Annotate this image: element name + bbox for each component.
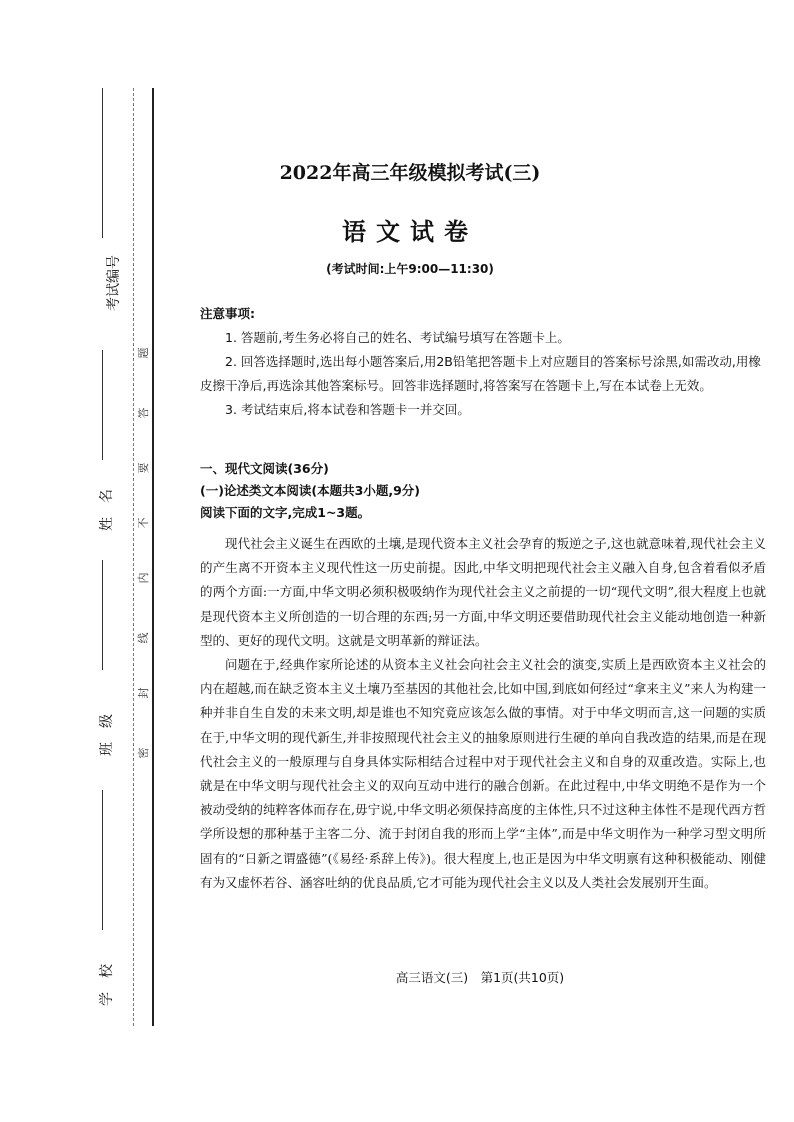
notes-block: [200, 302, 768, 422]
seal-char: 线: [137, 632, 150, 644]
exam-number-field[interactable]: [75, 88, 122, 311]
section-heading-block: [200, 458, 768, 524]
part-title: 一、现代文阅读(36分): [200, 461, 329, 476]
exam-number-label: 考试编号: [106, 255, 122, 311]
seal-dashed-line: [133, 88, 134, 1026]
reading-passage: [200, 532, 766, 895]
note-item: 3. 考试结束后,将本试卷和答题卡一并交回。: [225, 402, 470, 417]
binding-line: [152, 88, 154, 1026]
school-field[interactable]: [75, 790, 115, 1010]
note-item: 1. 答题前,考生务必将自己的姓名、考试编号填写在答题卡上。: [225, 330, 570, 345]
class-field[interactable]: [75, 560, 115, 780]
seal-char: 密: [137, 747, 150, 759]
name-field[interactable]: [75, 350, 115, 570]
seal-char: 不: [137, 517, 150, 529]
exam-time: (考试时间:上午9:00—11:30): [326, 262, 494, 276]
passage-paragraph: 现代社会主义诞生在西欧的土壤,是现代资本主义社会孕育的叛逆之子,这也就意味着,现代社会主义的产生离不开资本主义现代性这一历史前提。因此,中华文明把现代社会主义融入自身,包含着看似矛盾的两个方面:一方面,中华文明必须积极吸纳作为现代社会主义之前提的一切“现代文明”,很大程度上也就是现代资本主义所创造的一切合理的东西;另一方面,中华文明还要借助现代社会主义能动地创造一种新型的、更好的现代文明。这就是文明革新的辩证法。: [200, 536, 766, 648]
class-label: 班 级: [99, 714, 115, 756]
name-label: 姓 名: [99, 489, 115, 531]
school-label: 学 校: [99, 964, 115, 1006]
seal-char: 内: [137, 572, 150, 584]
note-item: 2. 回答选择题时,选出每小题答案后,用2B铅笔把答题卡上对应题目的答案标号涂黑,如需改动,用橡皮擦干净后,再选涂其他答案标号。回答非选择题时,将答案写在答题卡上,写在本试卷上无效。: [200, 354, 761, 393]
instruction: 阅读下面的文字,完成1~3题。: [200, 505, 371, 520]
exam-title: 2022年高三年级模拟考试(三): [279, 162, 541, 184]
sub-title: (一)论述类文本阅读(本题共3小题,9分): [200, 483, 420, 498]
subject-title: 语文试卷: [342, 218, 478, 246]
passage-paragraph: 问题在于,经典作家所论述的从资本主义社会向社会主义社会的演变,实质上是西欧资本主义社会的内在超越,而在缺乏资本主义土壤乃至基因的其他社会,比如中国,到底如何经过“拿来主义”来人为构建一种并非自生自发的未来文明,却是谁也不知究竟应该怎么做的事情。对于中华文明而言,这一问题的实质在于,中华文明的现代新生,并非按照现代社会主义的抽象原则进行生硬的单向自我改造的结果,而是在现代社会主义的一般原理与自身具体实际相结合过程中对于现代社会主义和自身的双重改造。实际上,也就是在中华文明与现代社会主义的双向互动中进行的融合创新。在此过程中,中华文明绝不是作为一个被动受纳的纯粹客体而存在,毋宁说,中华文明必须保持高度的主体性,只不过这种主体性不是现代西方哲学所设想的那种基于主客二分、流于封闭自我的形而上学“主体”,而是中华文明作为一种学习型文明所固有的“日新之谓盛德”(《易经·系辞上传》)。很大程度上,也正是因为中华文明禀有这种积极能动、刚健有为又虚怀若谷、涵容吐纳的优良品质,它才可能为现代社会主义以及人类社会发展别开生面。: [200, 657, 766, 890]
page-footer: 高三语文(三) 第1页(共10页): [395, 970, 565, 985]
seal-char: 封: [137, 687, 150, 699]
notes-title: 注意事项:: [200, 306, 255, 321]
seal-char: 答: [137, 407, 150, 419]
seal-char: 题: [137, 347, 150, 359]
seal-char: 要: [137, 462, 150, 474]
